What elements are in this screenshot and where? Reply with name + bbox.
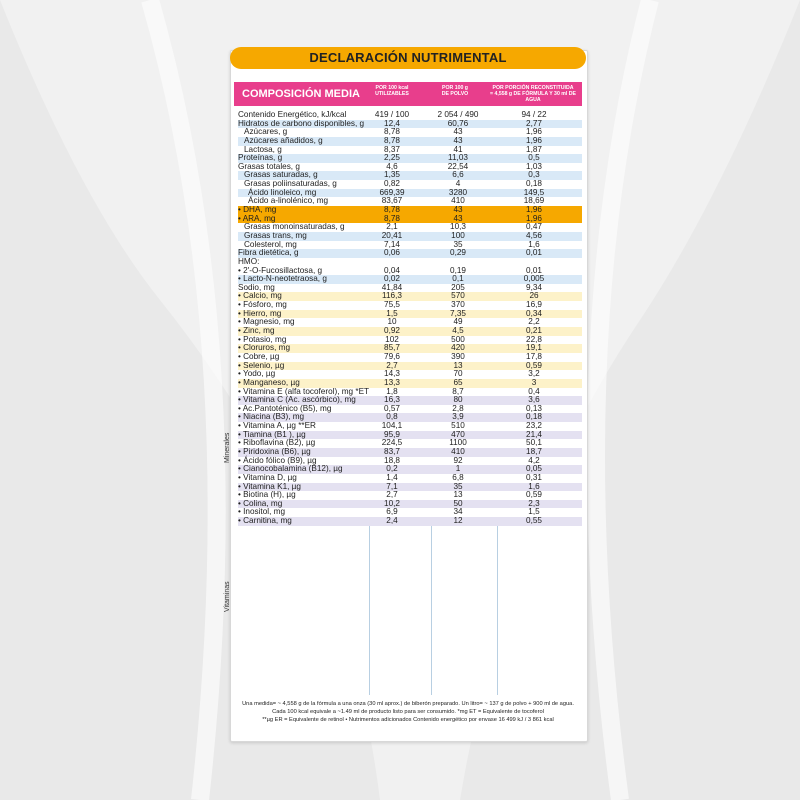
row-value-v1: 18,8 [384, 455, 400, 465]
row-value-v2: 60,76 [447, 118, 469, 128]
row-value-v3: 18,69 [523, 196, 545, 206]
row-value-v2: 13 [453, 360, 463, 370]
row-value-v2: 7,35 [450, 308, 466, 318]
row-label: • 2'-O-Fucosillactosa, g [238, 265, 323, 275]
row-label: • Colina, mg [238, 498, 283, 508]
row-value-v3: 18,7 [526, 446, 542, 456]
row-value-v3: 17,8 [526, 351, 542, 361]
table-row [238, 249, 582, 258]
row-value-v1: 419 / 100 [374, 110, 410, 119]
row-value-v3: 2,3 [528, 498, 540, 508]
row-value-v3: 23,2 [526, 421, 542, 431]
row-value-v3: 4,56 [526, 230, 542, 240]
row-value-v2: 500 [451, 334, 465, 344]
row-value-v2: 12 [453, 516, 463, 526]
row-value-v2: 35 [453, 239, 463, 249]
row-value-v2: 390 [451, 351, 465, 361]
row-value-v2: 50 [453, 498, 463, 508]
row-value-v2: 10,3 [450, 222, 466, 232]
row-value-v1: 2,4 [386, 516, 398, 526]
row-value-v1: 1,5 [386, 308, 398, 318]
row-value-v1: 2,1 [386, 222, 398, 232]
row-label: Proteínas, g [238, 153, 283, 163]
row-value-v2: 43 [453, 127, 463, 137]
row-label: • Zinc, mg [238, 326, 275, 336]
row-value-v3: 0,59 [526, 490, 542, 500]
row-label: • Vitamina C (Ac. ascórbico), mg [238, 395, 356, 405]
footnotes [234, 700, 582, 724]
row-value-v3: 16,9 [526, 300, 542, 310]
row-label: • Biotina (H), µg [238, 490, 296, 500]
row-label: • Potasio, mg [238, 334, 287, 344]
nutrition-title: DECLARACIÓN NUTRIMENTAL [230, 47, 586, 69]
row-label: • Riboflavina (B2), µg [238, 438, 316, 448]
row-value-v3: 0,59 [526, 360, 542, 370]
row-value-v2: 70 [453, 369, 463, 379]
row-value-v2: 410 [451, 446, 465, 456]
row-value-v2: 4,5 [452, 326, 464, 336]
footnote-line: Cada 100 kcal equivale a ~1.49 ml de producto listo para ser consumido. *mg ET = Equivalente de tocoferol [272, 709, 544, 715]
row-value-v2: 49 [453, 317, 463, 327]
row-value-v2: 205 [451, 282, 465, 292]
section-label-minerales: Minerales [224, 432, 231, 463]
row-label: Ácido a-linolénico, mg [248, 196, 329, 206]
row-label: HMO: [238, 256, 260, 266]
row-value-v1: 12,4 [384, 118, 400, 128]
row-value-v1: 85,7 [384, 343, 400, 353]
row-value-v3: 0,5 [528, 153, 540, 163]
row-value-v1: 8,78 [384, 127, 400, 137]
row-value-v2: 1100 [449, 438, 467, 448]
header-per-100-kcal: POR 100 kcal UTILIZABLES [375, 85, 409, 97]
row-value-v1: 2,7 [386, 490, 398, 500]
row-value-v3: 0,47 [526, 222, 542, 232]
row-value-v3: 94 / 22 [521, 110, 547, 119]
row-value-v3: 0,31 [526, 472, 542, 482]
row-value-v1: 0,57 [384, 403, 400, 413]
row-label: Fibra dietética, g [238, 248, 299, 258]
row-value-v3: 0,34 [526, 308, 542, 318]
row-label: • Fósforo, mg [238, 300, 287, 310]
row-label: Grasas totales, g [238, 161, 300, 171]
row-value-v2: 470 [451, 429, 465, 439]
row-value-v2: 420 [451, 343, 465, 353]
row-value-v1: 224,5 [381, 438, 403, 448]
row-value-v1: 669,39 [379, 187, 405, 197]
row-value-v3: 149,5 [523, 187, 545, 197]
row-value-v1: 116,3 [382, 291, 402, 301]
row-value-v1: 8,78 [384, 205, 400, 215]
row-value-v2: 100 [451, 230, 465, 240]
table-row [238, 517, 582, 526]
row-value-v2: 65 [453, 377, 463, 387]
row-value-v1: 8,78 [384, 135, 400, 145]
table-header [234, 82, 582, 106]
row-value-v3: 0,01 [526, 265, 542, 275]
row-label: • Selenio, µg [238, 360, 285, 370]
row-label: • Vitamina K1, µg [238, 481, 301, 491]
row-label: Grasas poliinsaturadas, g [244, 179, 337, 189]
row-value-v1: 7,14 [384, 239, 400, 249]
header-per-100-g: POR 100 g DE POLVO [441, 85, 469, 97]
row-label: • Lacto-N-neotetraosa, g [238, 274, 327, 284]
row-value-v1: 6,9 [386, 507, 398, 517]
row-label: • Calcio, mg [238, 291, 282, 301]
row-value-v3: 0,3 [528, 170, 540, 180]
row-label: • Vitamina A, µg **ER [238, 421, 316, 431]
row-value-v3: 0,005 [523, 274, 545, 284]
row-label: • Cloruros, mg [238, 343, 291, 353]
footnote-line: Una medida= ~ 4,558 g de la fórmula a una onza (30 ml aprox.) de biberón preparado. Un litro= ~ 137 g de polvo + 900 ml de agua. [242, 701, 574, 707]
row-value-v2: 22,54 [447, 161, 469, 171]
row-value-v3: 0,55 [526, 516, 542, 526]
row-value-v1: 83,67 [381, 196, 403, 206]
row-value-v3: 0,4 [528, 386, 540, 396]
row-value-v2: 6,6 [452, 170, 464, 180]
row-value-v1: 8,37 [384, 144, 400, 154]
row-value-v2: 2,8 [452, 403, 464, 413]
row-value-v1: 0,04 [384, 265, 400, 275]
row-value-v1: 0,02 [384, 274, 400, 284]
row-value-v1: 10,2 [384, 498, 400, 508]
row-value-v2: 510 [451, 421, 465, 431]
row-label: • Manganeso, µg [238, 377, 300, 387]
row-value-v1: 0,2 [386, 464, 398, 474]
row-value-v1: 8,78 [384, 213, 400, 223]
row-value-v1: 2,25 [384, 153, 400, 163]
row-value-v1: 13,3 [384, 377, 400, 387]
row-value-v3: 0,21 [526, 326, 542, 336]
row-value-v1: 41,84 [381, 282, 403, 292]
row-value-v1: 0,92 [384, 326, 400, 336]
row-label: • Tiamina (B1 ), µg [238, 429, 306, 439]
row-value-v3: 4,2 [528, 455, 540, 465]
row-value-v3: 9,34 [526, 282, 542, 292]
row-label: Azúcares añadidos, g [244, 135, 323, 145]
row-value-v2: 3,9 [452, 412, 464, 422]
row-value-v3: 3,2 [528, 369, 540, 379]
row-value-v1: 102 [385, 334, 399, 344]
row-value-v2: 80 [453, 395, 463, 405]
row-label: Grasas saturadas, g [244, 170, 318, 180]
row-value-v1: 16,3 [384, 395, 400, 405]
row-label: • ARA, mg [238, 213, 276, 223]
row-value-v2: 13 [453, 490, 463, 500]
row-label: • Carnitina, mg [238, 516, 292, 526]
row-value-v3: 1,87 [526, 144, 542, 154]
section-label-vitaminas: Vitaminas [224, 581, 231, 612]
row-value-v2: 43 [453, 213, 463, 223]
row-value-v3: 0,01 [526, 248, 542, 258]
header-per-portion: POR PORCIÓN RECONSTITUIDA = 4,558 g DE FÓRMULA Y 30 ml DE AGUA [490, 85, 576, 103]
row-label: • Cianocobalamina (B12), µg [238, 464, 343, 474]
row-value-v1: 1,8 [386, 386, 398, 396]
row-value-v2: 1 [455, 464, 461, 474]
row-label: • Magnesio, mg [238, 317, 295, 327]
row-label: Grasas monoinsaturadas, g [244, 222, 345, 232]
row-value-v1: 2,7 [386, 360, 398, 370]
row-value-v3: 21,4 [526, 429, 542, 439]
row-value-v3: 3,6 [528, 395, 540, 405]
row-value-v1: 79,6 [384, 351, 400, 361]
row-value-v2: 11,03 [448, 153, 468, 163]
row-value-v1: 95,9 [384, 429, 400, 439]
row-value-v3: 0,18 [526, 179, 542, 189]
row-value-v2: 92 [453, 455, 463, 465]
row-value-v2: 3280 [448, 187, 468, 197]
row-value-v3: 3 [531, 377, 537, 387]
row-label: • Yodo, µg [238, 369, 276, 379]
row-value-v1: 0,82 [384, 179, 400, 189]
row-value-v3: 0,05 [526, 464, 542, 474]
row-value-v1: 0,06 [384, 248, 400, 258]
row-label: • Cobre, µg [238, 351, 280, 361]
row-value-v3: 1,96 [526, 213, 542, 223]
row-value-v3: 1,96 [526, 135, 542, 145]
row-value-v2: 34 [453, 507, 463, 517]
row-value-v3: 1,96 [526, 205, 542, 215]
row-label: • Piridoxina (B6), µg [238, 446, 311, 456]
row-value-v1: 83,7 [384, 446, 400, 456]
row-label: • Hierro, mg [238, 308, 282, 318]
row-value-v3: 1,5 [528, 507, 540, 517]
row-label: • Inositol, mg [238, 507, 286, 517]
row-value-v3: 26 [529, 291, 539, 301]
row-label: Hidratos de carbono disponibles, g [238, 118, 365, 128]
row-value-v3: 0,18 [526, 412, 542, 422]
row-label: • Vitamina E (alfa tocoferol), mg *ET [238, 386, 370, 396]
row-value-v2: 370 [451, 300, 465, 310]
row-label: • Vitamina D, µg [238, 472, 297, 482]
row-value-v3: 1,6 [528, 239, 540, 249]
row-value-v3: 22,8 [526, 334, 542, 344]
row-label: • Ácido fólico (B9), µg [238, 455, 317, 465]
row-value-v3: 50,1 [526, 438, 542, 448]
row-label: • DHA, mg [238, 205, 277, 215]
row-label: Azúcares, g [244, 127, 288, 137]
row-label: Lactosa, g [244, 144, 282, 154]
row-value-v1: 1,4 [386, 472, 398, 482]
row-label: Colesterol, mg [244, 239, 297, 249]
row-value-v3: 1,6 [528, 481, 540, 491]
row-value-v3: 0,13 [526, 403, 542, 413]
row-label: Grasas trans, mg [244, 230, 307, 240]
row-value-v2: 4 [455, 179, 461, 189]
row-value-v3: 19,1 [526, 343, 542, 353]
row-value-v3: 1,96 [526, 127, 542, 137]
row-value-v2: 6,8 [452, 472, 464, 482]
header-composition-label: COMPOSICIÓN MEDIA [242, 88, 360, 100]
row-value-v3: 2,2 [528, 317, 540, 327]
row-value-v1: 75,5 [384, 300, 400, 310]
row-value-v2: 35 [453, 481, 463, 491]
row-value-v1: 104,1 [381, 421, 403, 431]
row-value-v2: 41 [453, 144, 463, 154]
nutrition-table [238, 111, 582, 526]
row-value-v2: 570 [451, 291, 465, 301]
row-value-v1: 0,8 [386, 412, 398, 422]
row-value-v2: 0,1 [452, 274, 464, 284]
row-value-v2: 0,19 [450, 265, 466, 275]
row-label: Contenido Energético, kJ/kcal [238, 110, 347, 119]
row-value-v2: 410 [451, 196, 465, 206]
row-value-v1: 1,35 [384, 170, 400, 180]
row-value-v3: 2,77 [526, 118, 542, 128]
row-value-v1: 10 [387, 317, 397, 327]
row-value-v1: 20,41 [381, 230, 403, 240]
row-value-v1: 7,1 [386, 481, 398, 491]
row-value-v2: 43 [453, 205, 463, 215]
footnote-line: **µg ER = Equivalente de retinol • Nutrimentos adicionados Contenido energético por envase 16 499 kJ / 3 861 kcal [262, 717, 554, 723]
row-label: Ácido linoleico, mg [248, 187, 317, 197]
row-value-v2: 2 054 / 490 [437, 110, 479, 119]
row-value-v2: 0,29 [450, 248, 466, 258]
row-value-v2: 8,7 [452, 386, 464, 396]
row-value-v1: 4,6 [386, 161, 398, 171]
row-value-v1: 14,3 [384, 369, 400, 379]
row-label: Sodio, mg [238, 282, 275, 292]
row-label: • Ac.Pantoténico (B5), mg [238, 403, 332, 413]
row-value-v3: 1,03 [526, 161, 542, 171]
row-label: • Niacina (B3), mg [238, 412, 305, 422]
row-value-v2: 43 [453, 135, 463, 145]
